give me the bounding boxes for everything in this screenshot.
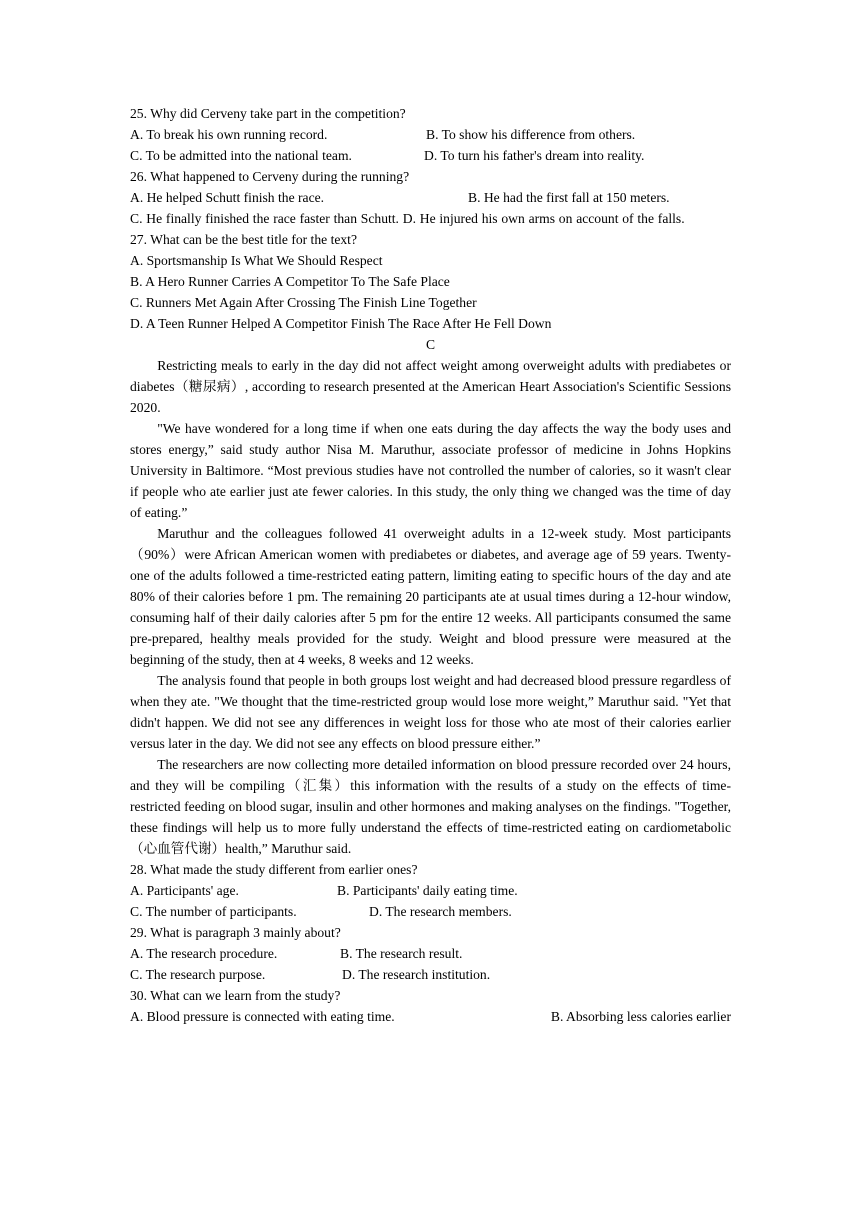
passage-paragraph-3: Maruthur and the colleagues followed 41 overweight adults in a 12-week study. Most participants（90%）were African American women with prediabetes or diabetes, and average age of 59 years. Twenty-one of the adults followed a time-restricted eating pattern, limiting eating to specific hours of the day and ate 80% of their calories before 1 pm. The remaining 20 participants ate at usual times during a 12-hour window, consuming half of their daily calories after 5 pm for the entire 12 weeks. All participants consumed the same pre-prepared, healthy meals provided for the study. Weight and blood pressure were measured at the beginning of the study, then at 4 weeks, 8 weeks and 12 weeks.	[130, 526, 731, 667]
option-25a: A. To break his own running record.	[130, 127, 328, 142]
question-25-options-row-2	[130, 145, 731, 166]
option-26a: A. He helped Schutt finish the race.	[130, 190, 325, 205]
option-28c: C. The number of participants.	[130, 904, 297, 919]
question-26-stem: 26. What happened to Cerveny during the running?	[130, 169, 410, 184]
option-27a: A. Sportsmanship Is What We Should Respect	[130, 253, 383, 268]
question-26-options-row-1	[130, 187, 731, 208]
passage-paragraph-4: The analysis found that people in both groups lost weight and had decreased blood pressure regardless of when they ate. "We thought that the time-restricted group would lose more weight,” Maruthur said. "Yet that didn't happen. We did not see any differences in weight loss for those who ate most of their calories earlier versus later in the day. We did not see any effects on blood pressure either.”	[130, 673, 731, 751]
option-28d: D. The research members.	[369, 904, 512, 919]
question-30-stem: 30. What can we learn from the study?	[130, 988, 341, 1003]
option-27d: D. A Teen Runner Helped A Competitor Finish The Race After He Fell Down	[130, 316, 552, 331]
question-29-stem: 29. What is paragraph 3 mainly about?	[130, 925, 341, 940]
question-28-options-row-2	[130, 901, 731, 922]
passage-paragraph-5: The researchers are now collecting more detailed information on blood pressure recorded over 24 hours, and they will be compiling（汇集）this information with the results of a study on the effects of time-restricted feeding on blood sugar, insulin and other hormones and making analyses on the findings. "Together, these findings will help us to more fully understand the effects of time-restricted eating on cardiometabolic（心血管代谢）health,” Maruthur said.	[130, 757, 731, 856]
option-30a: A. Blood pressure is connected with eating time.	[130, 1009, 395, 1024]
option-29c: C. The research purpose.	[130, 967, 266, 982]
option-27b: B. A Hero Runner Carries A Competitor To The Safe Place	[130, 274, 450, 289]
question-29-options-row-2	[130, 964, 731, 985]
question-28-options-row-1	[130, 880, 731, 901]
option-25d: D. To turn his father's dream into reality.	[424, 148, 645, 163]
passage-paragraph-2: "We have wondered for a long time if when one eats during the day affects the way the body uses and stores energy,” said study author Nisa M. Maruthur, associate professor of medicine in Johns Hopkins University in Baltimore. “Most previous studies have not controlled the number of calories, so it wasn't clear if people who ate earlier just ate fewer calories. In this study, the only thing we changed was the time of day of eating.”	[130, 421, 731, 520]
question-28-stem: 28. What made the study different from earlier ones?	[130, 862, 418, 877]
option-30b: B. Absorbing less calories earlier	[550, 1009, 731, 1024]
option-29b: B. The research result.	[340, 946, 463, 961]
passage-paragraph-1: Restricting meals to early in the day did not affect weight among overweight adults with prediabetes or diabetes（糖尿病）, according to research presented at the American Heart Association's Scientific Sessions 2020.	[130, 358, 731, 415]
option-29d: D. The research institution.	[342, 967, 491, 982]
question-30-options-row-1	[130, 1006, 731, 1027]
option-27c: C. Runners Met Again After Crossing The Finish Line Together	[130, 295, 477, 310]
option-25c: C. To be admitted into the national team.	[130, 148, 352, 163]
question-27-stem: 27. What can be the best title for the text?	[130, 232, 357, 247]
option-28b: B. Participants' daily eating time.	[337, 883, 518, 898]
option-26b: B. He had the first fall at 150 meters.	[468, 190, 670, 205]
exam-page	[130, 103, 731, 1027]
question-29-options-row-1	[130, 943, 731, 964]
option-28a: A. Participants' age.	[130, 883, 239, 898]
option-25b: B. To show his difference from others.	[426, 127, 636, 142]
question-26-options-row-2: C. He finally finished the race faster than Schutt. D. He injured his own arms on account of the falls.	[130, 211, 685, 226]
option-29a: A. The research procedure.	[130, 946, 278, 961]
section-heading: C	[425, 337, 436, 352]
question-25-stem: 25. Why did Cerveny take part in the competition?	[130, 106, 406, 121]
question-25-options-row-1	[130, 124, 731, 145]
